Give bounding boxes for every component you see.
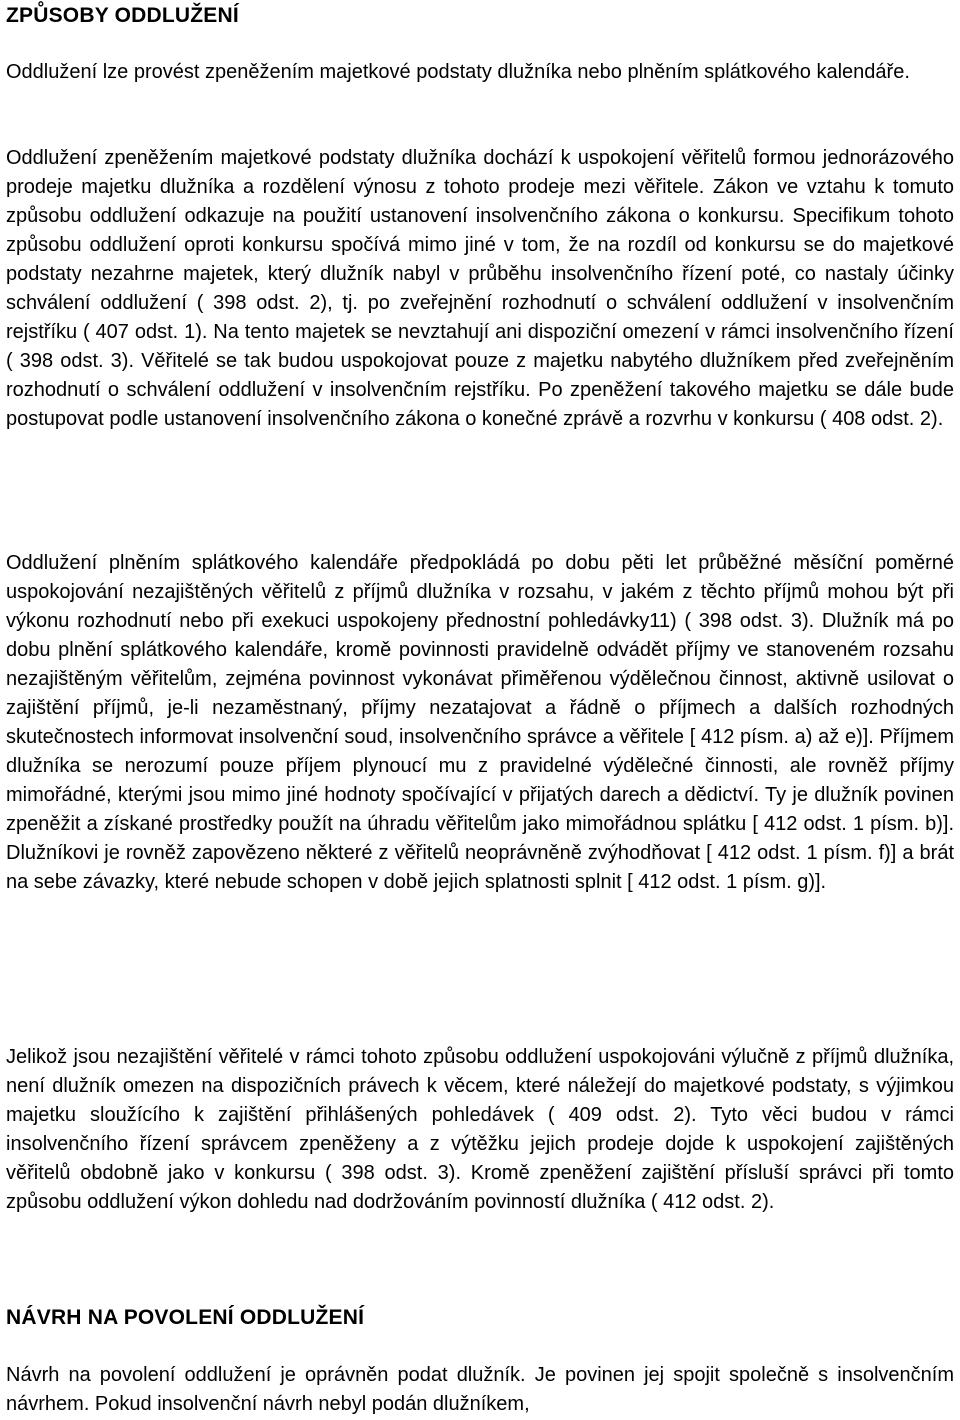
paragraph-zpenezeni: Oddlužení zpeněžením majetkové podstaty dlužníka dochází k uspokojení věřitelů formou jednorázového prodeje majetku dlužníka a rozdělení výnosu z tohoto prodeje mezi věřitele. Zákon ve vztahu k tomuto způsobu oddlužení odkazuje na použití ustanovení insolvenčního zákona o konkursu. Specifikum tohoto způsobu oddlužení oproti konkursu spočívá mimo jiné v tom, že na rozdíl od konkursu se do majetkové podstaty nezahrne majetek, který dlužník nabyl v průběhu insolvenčního řízení poté, co nastaly účinky schválení oddlužení ( 398 odst. 2), tj. po zveřejnění rozhodnutí o schválení oddlužení v insolvenčním rejstříku ( 407 odst. 1). Na tento majetek se nevztahují ani dispoziční omezení v rámci insolvenčního řízení ( 398 odst. 3). Věřitelé se tak budou uspokojovat pouze z majetku nabytého dlužníkem před zveřejněním rozhodnutí o schválení oddlužení v insolvenčním rejstříku. Po zpeněžení takového majetku se dále bude postupovat podle ustanovení insolvenčního zákona o konečné zprávě a rozvrhu v konkursu ( 408 odst. 2). <box>6 147 954 430</box>
paragraph-navrh: Návrh na povolení oddlužení je oprávněn podat dlužník. Je povinen jej spojit společně s insolvenčním návrhem. Pokud insolvenční návrh nebyl podán dlužníkem, <box>6 1364 954 1415</box>
paragraph-splatkovy-kalendar: Oddlužení plněním splátkového kalendáře předpokládá po dobu pěti let průběžné měsíční poměrné uspokojování nezajištěných věřitelů z příjmů dlužníka v rozsahu, v jakém z těchto příjmů mohou být při výkonu rozhodnutí nebo při exekuci uspokojeny přednostní pohledávky11) ( 398 odst. 3). Dlužník má po dobu plnění splátkového kalendáře, kromě povinnosti pravidelně odvádět příjmy ve stanoveném rozsahu nezajištěným věřitelům, zejména povinnost vykonávat přiměřenou výdělečnou činnost, aktivně usilovat o zajištění příjmů, je-li nezaměstnaný, příjmy nezatajovat a řádně o příjmech a dalších rozhodných skutečnostech informovat insolvenční soud, insolvenčního správce a věřitele [ 412 písm. a) až e)]. Příjmem dlužníka se nerozumí pouze příjem plynoucí mu z pravidelné výdělečné činnosti, ale rovněž příjmy mimořádné, kterými jsou mimo jiné hodnoty spočívající v přijatých darech a dědictví. Ty je dlužník povinen zpeněžit a získané prostředky použít na úhradu věřitelům jako mimořádnou splátku [ 412 odst. 1 písm. b)]. Dlužníkovi je rovněž zapovězeno některé z věřitelů neoprávněně zvýhodňovat [ 412 odst. 1 písm. f)] a brát na sebe závazky, které nebude schopen v době jejich splatnosti splnit [ 412 odst. 1 písm. g)]. <box>6 552 954 893</box>
section-heading-zpusoby-oddluzeni: ZPŮSOBY ODDLUŽENÍ <box>6 4 239 27</box>
paragraph-nezajisteni-veritele: Jelikož jsou nezajištění věřitelé v rámci tohoto způsobu oddlužení uspokojováni výlučně z příjmů dlužníka, není dlužník omezen na dispozičních právech k věcem, které náležejí do majetkové podstaty, s výjimkou majetku sloužícího k zajištění přihlášených pohledávek ( 409 odst. 2). Tyto věci budou v rámci insolvenčního řízení správcem zpeněženy a z výtěžku jejich prodeje dojde k uspokojení zajištěných věřitelů obdobně jako v konkursu ( 398 odst. 3). Kromě zpeněžení zajištění přísluší správci při tomto způsobu oddlužení výkon dohledu nad dodržováním povinností dlužníka ( 412 odst. 2). <box>6 1046 954 1213</box>
paragraph-intro: Oddlužení lze provést zpeněžením majetkové podstaty dlužníka nebo plněním splátkového kalendáře. <box>6 61 910 83</box>
section-heading-navrh-na-povoleni: NÁVRH NA POVOLENÍ ODDLUŽENÍ <box>6 1306 365 1329</box>
